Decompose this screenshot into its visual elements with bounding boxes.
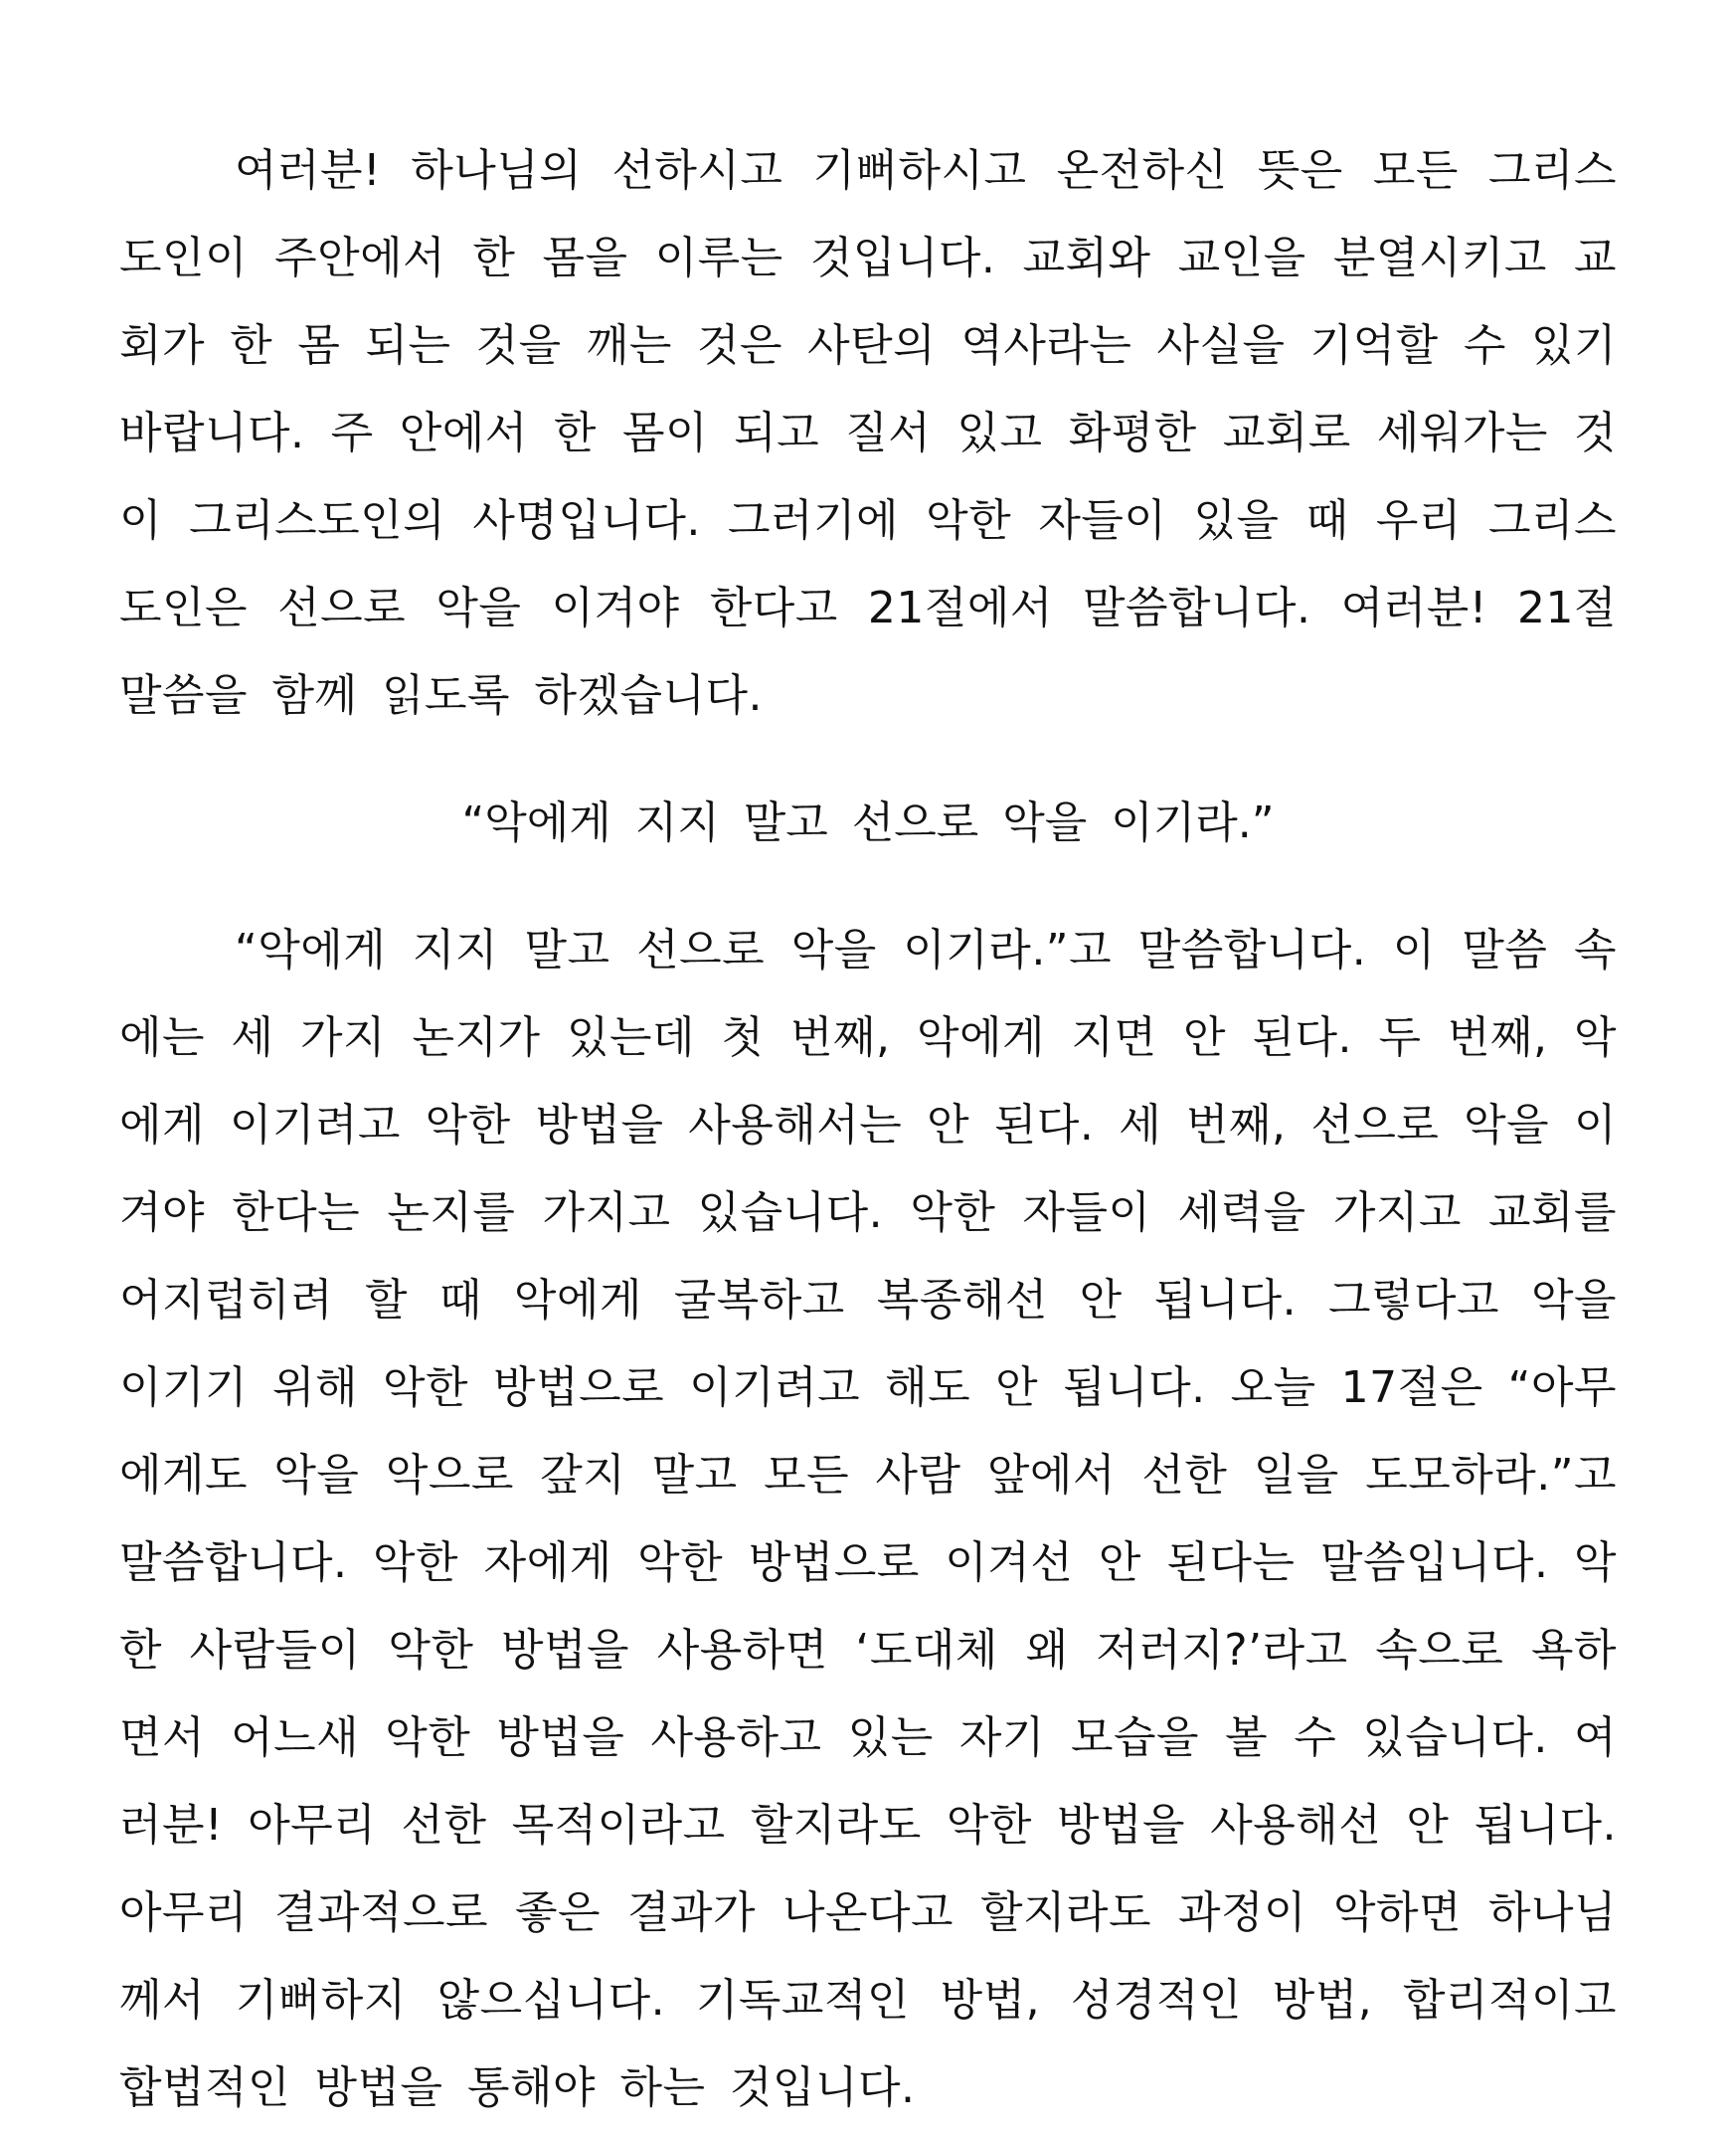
document-page: [119, 127, 1617, 2132]
paragraph-1: 여러분! 하나님의 선하시고 기뻐하시고 온전하신 뜻은 모든 그리스도인이 주안에서 한 몸을 이루는 것입니다. 교회와 교인을 분열시키고 교회가 한 몸 되는 것을 깨는 것은 사탄의 역사라는 사실을 기억할 수 있기 바랍니다. 주 안에서 한 몸이 되고 질서 있고 화평한 교회로 세워가는 것이 그리스도인의 사명입니다. 그러기에 악한 자들이 있을 때 우리 그리스도인은 선으로 악을 이겨야 한다고 21절에서 말씀합니다. 여러분! 21절 말씀을 함께 읽도록 하겠습니다.: [119, 145, 1617, 721]
scripture-quote: “악에게 지지 말고 선으로 악을 이기라.”: [461, 798, 1275, 848]
paragraph-2: “악에게 지지 말고 선으로 악을 이기라.”고 말씀합니다. 이 말씀 속에는 세 가지 논지가 있는데 첫 번째, 악에게 지면 안 된다. 두 번째, 악에게 이기려고 악한 방법을 사용해서는 안 된다. 세 번째, 선으로 악을 이겨야 한다는 논지를 가지고 있습니다. 악한 자들이 세력을 가지고 교회를 어지럽히려 할 때 악에게 굴복하고 복종해선 안 됩니다. 그렇다고 악을 이기기 위해 악한 방법으로 이기려고 해도 안 됩니다. 오늘 17절은 “아무에게도 악을 악으로 갚지 말고 모든 사람 앞에서 선한 일을 도모하라.”고 말씀합니다. 악한 자에게 악한 방법으로 이겨선 안 된다는 말씀입니다. 악한 사람들이 악한 방법을 사용하면 ‘도대체 왜 저러지?’라고 속으로 욕하면서 어느새 악한 방법을 사용하고 있는 자기 모습을 볼 수 있습니다. 여러분! 아무리 선한 목적이라고 할지라도 악한 방법을 사용해선 안 됩니다. 아무리 결과적으로 좋은 결과가 나온다고 할지라도 과정이 악하면 하나님께서 기뻐하지 않으십니다. 기독교적인 방법, 성경적인 방법, 합리적이고 합법적인 방법을 통해야 하는 것입니다.: [119, 925, 1617, 2113]
